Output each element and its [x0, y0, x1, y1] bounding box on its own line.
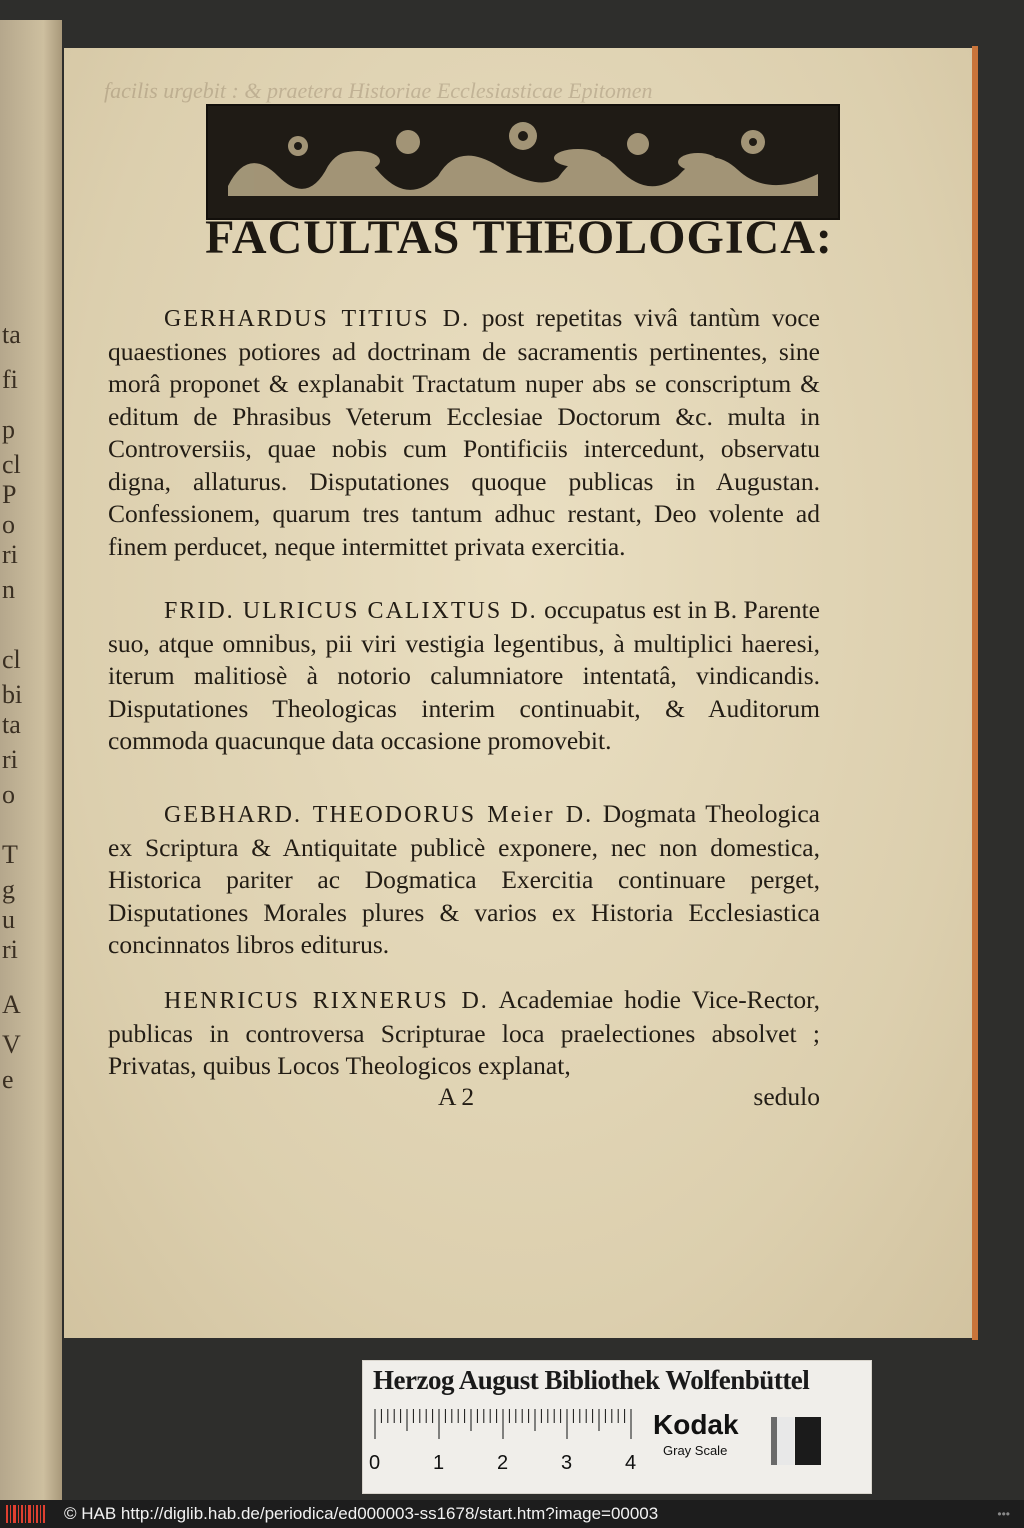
author-name: HENRICUS RIXNERUS D.: [164, 988, 489, 1014]
page-title: FACULTAS THEOLOGICA:: [205, 211, 833, 264]
paragraph-rixnerus: [108, 984, 820, 1083]
page-edge: [972, 46, 978, 1340]
facing-page-text-fragment: ri: [2, 935, 18, 964]
kodak-logo: Kodak: [653, 1409, 739, 1440]
bleed-through-text: facilis urgebit : & praetera Historiae Ecclesiasticae Epitomen: [104, 78, 653, 103]
author-name: GEBHARD. THEODORUS Meier D.: [164, 802, 594, 828]
catchword: sedulo: [753, 1082, 820, 1111]
barcode-icon: [6, 1505, 46, 1523]
facing-page-text-fragment: ta: [2, 710, 21, 739]
facing-page-text-fragment: g: [2, 875, 15, 904]
facing-page-text-fragment: n: [2, 575, 15, 604]
ruler-scale: [371, 1405, 643, 1475]
facing-page-text-fragment: p: [2, 415, 15, 444]
ruler-number: 1: [433, 1452, 445, 1474]
signature-mark: A 2: [438, 1082, 475, 1111]
facing-page-text-fragment: P: [2, 480, 17, 509]
facing-page-text-fragment: ri: [2, 540, 18, 569]
gray-swatch-dark: [795, 1417, 821, 1465]
woodcut-ornament: [206, 104, 840, 220]
gray-swatch-mid: [771, 1417, 777, 1465]
facing-page-text-fragment: e: [2, 1065, 14, 1094]
facing-page-fragment: [0, 20, 62, 1500]
author-name: FRID. ULRICUS CALIXTUS D.: [164, 598, 538, 624]
facing-page-text-fragment: ta: [2, 320, 21, 349]
facing-page-text-fragment: bi: [2, 680, 23, 709]
facing-page-text-fragment: ri: [2, 745, 18, 774]
paragraph-text: occupatus est in B. Parente suo, atque omnibus, pii viri vestigia legentibus, à multiplici haeresi, iterum malitiosè à notorio calumniatore intentatâ, vindicandis. Disputationes Theologicas interim continuabit, & Auditorum commoda quacunque data occasione promovebit.: [108, 595, 821, 755]
gray-scale-caption: Gray Scale: [663, 1443, 728, 1458]
ruler-number: 3: [561, 1452, 573, 1474]
library-color-label: [362, 1360, 872, 1494]
facing-page-text-fragment: u: [2, 905, 15, 934]
paragraph-text: post repetitas vivâ tantùm voce quaestiones potiores ad doctrinam de sacramentis pertinentes, sine morâ proponet & explanabit Tractatum nuper abs se conscriptum & editum de Phrasibus Veterum Ecclesiae Doctorum &c. multa in Controversiis, quae nobis cum Pontificiis intercedunt, observatu digna, allaturus. Disputationes quoque publicas in Augustan. Confessionem, quarum tres tantum adhuc restant, Deo volente ad finem perducet, neque intermittet privata exercitia.: [108, 303, 821, 561]
ruler-number: 2: [497, 1452, 509, 1474]
facing-page-text-fragment: o: [2, 510, 15, 539]
paragraph-calixtus: [108, 594, 820, 758]
facing-page-text-fragment: cl: [2, 645, 21, 674]
facing-page-text-fragment: A: [2, 990, 21, 1019]
document-page: [64, 48, 974, 1338]
paragraph-text: Dogmata Theologica ex Scriptura & Antiquitate publicè exponere, nec non domestica, Historica pariter ac Dogmatica Exercitia continuare perget, Disputationes Morales plures & varios ex Historia Ecclesiastica concinnatos libros editurus.: [108, 799, 821, 959]
ruler-number: 4: [625, 1452, 637, 1474]
facing-page-text-fragment: cl: [2, 450, 21, 479]
library-name: Herzog August Bibliothek Wolfenbüttel: [373, 1365, 810, 1395]
copyright-link[interactable]: © HAB http://diglib.hab.de/periodica/ed000003-ss1678/start.htm?image=00003: [64, 1504, 659, 1523]
paragraph-text: Academiae hodie Vice-Rector, publicas in controversa Scripturae loca praelectiones absolvet ; Privatas, quibus Locos Theologicos explanat,: [108, 985, 821, 1080]
ruler-number: 0: [369, 1452, 381, 1474]
page-signature-line: [108, 1082, 820, 1116]
facing-page-text-fragment: fi: [2, 365, 18, 394]
paragraph-meier: [108, 798, 820, 962]
facing-page-text-fragment: T: [2, 840, 18, 869]
facing-page-text-fragment: V: [2, 1030, 21, 1059]
author-name: GERHARDUS TITIUS D.: [164, 306, 471, 332]
viewer-footer: [0, 1500, 1024, 1528]
more-dots-icon: •••: [997, 1507, 1010, 1521]
facing-page-text-fragment: o: [2, 780, 15, 809]
paragraph-titius: [108, 302, 820, 563]
